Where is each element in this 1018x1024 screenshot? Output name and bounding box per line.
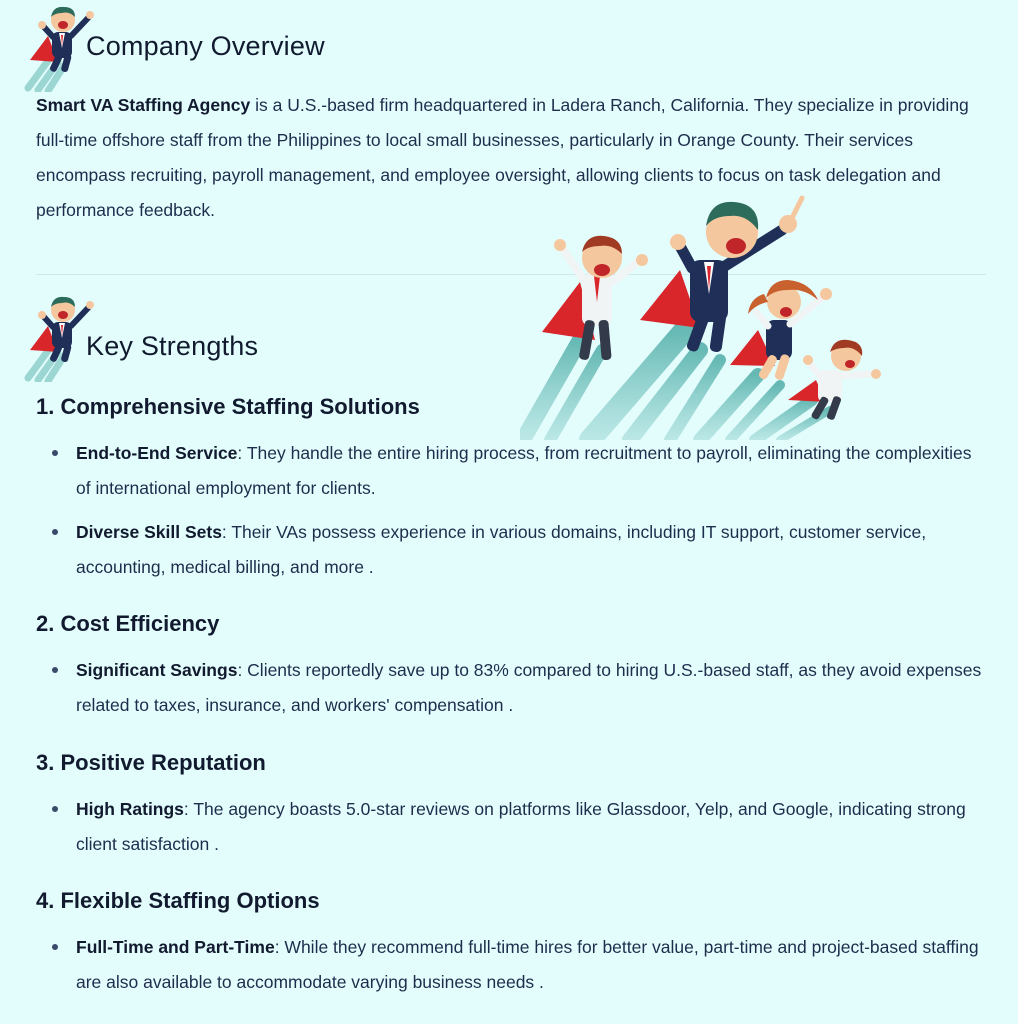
strength-2-list — [36, 653, 996, 723]
list-item — [36, 436, 986, 506]
strength-4-list — [36, 930, 986, 1000]
company-name: Smart VA Staffing Agency — [36, 95, 251, 115]
key-strengths-heading: Key Strengths — [86, 331, 259, 361]
list-item — [36, 515, 986, 585]
list-item — [36, 653, 996, 723]
strength-3-list — [36, 792, 986, 862]
bullet-text: : The agency boasts 5.0-star reviews on platforms like Glassdoor, Yelp, and Google, indicating strong client satisfaction . — [76, 799, 966, 854]
strength-3-heading: 3. Positive Reputation — [36, 750, 266, 775]
list-item — [36, 930, 986, 1000]
strength-1-list — [36, 436, 986, 585]
bullet-label: Full-Time and Part-Time — [76, 937, 275, 957]
flying-superheroes-illustration — [520, 190, 890, 440]
bullet-label: High Ratings — [76, 799, 184, 819]
bullet-text: : Clients reportedly save up to 83% compared to hiring U.S.-based staff, as they avoid expenses related to taxes, insurance, and workers' compensation . — [76, 660, 982, 715]
company-overview-heading: Company Overview — [86, 31, 325, 61]
strength-1-heading: 1. Comprehensive Staffing Solutions — [36, 394, 420, 419]
overview-text: is a U.S.-based firm headquartered in Ladera Ranch, California. They specialize in providing full-time offshore staff from the Philippines to local small businesses, particularly in Orange County. Their services encompass recruiting, payroll management, and employee oversight, allowing clients to focus on task delegation and performance feedback. — [36, 95, 969, 220]
bullet-label: Significant Savings — [76, 660, 238, 680]
list-item — [36, 792, 986, 862]
bullet-label: End-to-End Service — [76, 443, 238, 463]
strength-2-heading: 2. Cost Efficiency — [36, 611, 220, 636]
bullet-label: Diverse Skill Sets — [76, 522, 222, 542]
bullet-text: : While they recommend full-time hires for better value, part-time and project-based staffing are also available to accommodate varying business needs . — [76, 937, 979, 992]
strength-4-heading: 4. Flexible Staffing Options — [36, 888, 320, 913]
bullet-text: : They handle the entire hiring process, from recruitment to payroll, eliminating the complexities of international employment for clients. — [76, 443, 972, 498]
bullet-text: : Their VAs possess experience in various domains, including IT support, customer service, accounting, medical billing, and more . — [76, 522, 927, 577]
